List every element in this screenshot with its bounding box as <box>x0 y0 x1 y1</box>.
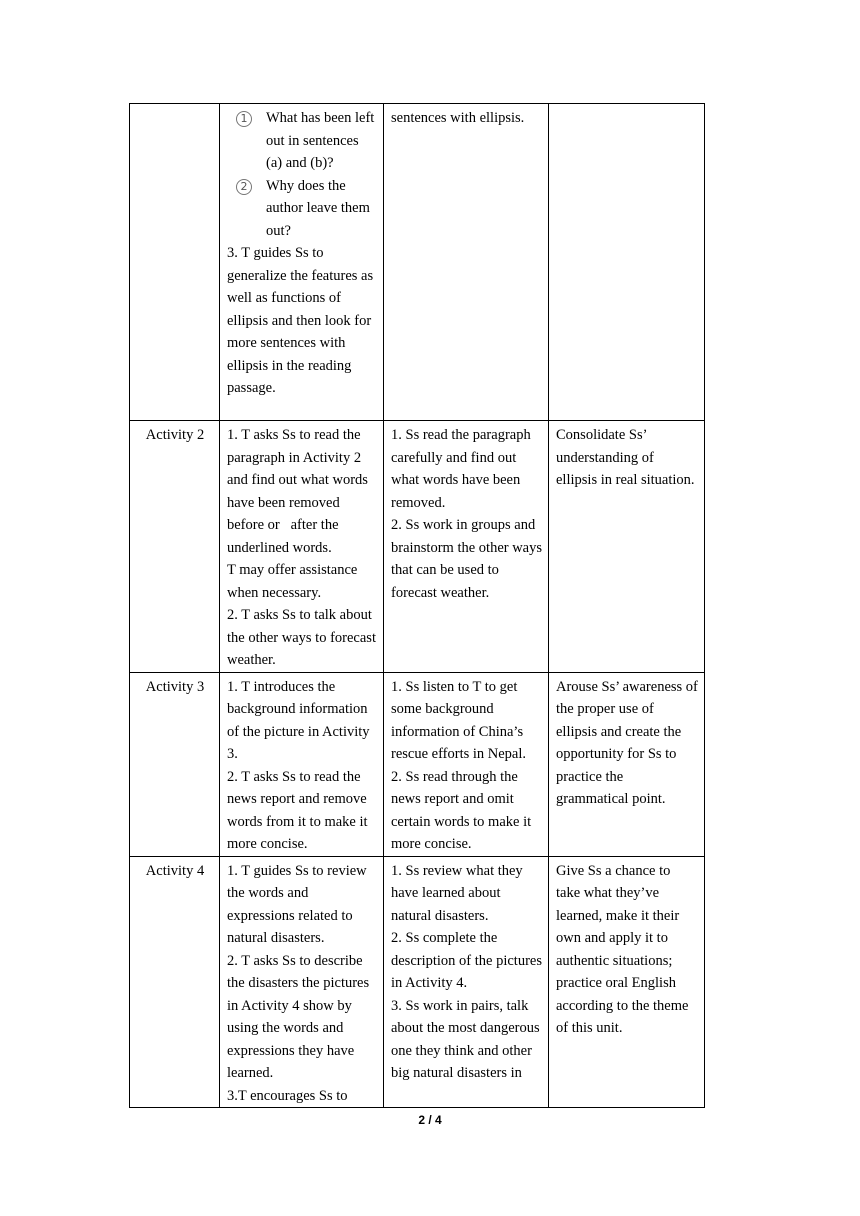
teacher-step: 3. T guides Ss to generalize the features as well as functions of ellipsis and then look for more sentences with ellipsis in the reading passage. <box>227 245 374 396</box>
activity-cell: Activity 3 <box>130 672 220 856</box>
teacher-activity-cell <box>220 421 384 673</box>
purpose-cell: Give Ss a chance to take what they’ve learned, make it their own and apply it to authentic situations; practice oral English according to the theme of this unit. <box>549 856 705 1108</box>
teacher-activity-cell <box>220 672 384 856</box>
activity-cell: Activity 2 <box>130 421 220 673</box>
question-text: What has been left out in sentences (a) and (b)? <box>266 110 375 171</box>
teacher-activity-cell <box>220 104 384 421</box>
circled-number-1: 1 <box>236 111 252 127</box>
table-row <box>130 104 705 421</box>
student-step: 2. Ss work in groups and brainstorm the other ways that can be used to forecast weather. <box>391 517 543 601</box>
activity-cell <box>130 104 220 421</box>
table-row <box>130 856 705 1108</box>
teacher-step: 3.T encourages Ss to <box>227 1087 348 1104</box>
teacher-step: 1. T asks Ss to read the paragraph in Activity 2 and find out what words have been removed before or after the underlined words. <box>227 427 368 556</box>
numbered-item <box>227 175 377 243</box>
student-step: sentences with ellipsis. <box>391 110 525 126</box>
teacher-step: 1. T guides Ss to review the words and expressions related to natural disasters. <box>227 862 367 946</box>
question-text: Why does the author leave them out? <box>266 177 370 239</box>
table-row <box>130 421 705 673</box>
student-step: 1. Ss review what they have learned about natural disasters. <box>391 862 523 924</box>
purpose-cell: Consolidate Ss’ understanding of ellipsis in real situation. <box>549 421 705 673</box>
student-activity-cell <box>384 421 549 673</box>
student-step: 1. Ss read the paragraph carefully and find out what words have been removed. <box>391 427 531 511</box>
student-activity-cell <box>384 856 549 1108</box>
table-row <box>130 672 705 856</box>
purpose-cell <box>549 104 705 421</box>
teacher-step: 2. T asks Ss to describe the disasters the pictures in Activity 4 show by using the words and expressions they have learned. <box>227 952 370 1081</box>
teacher-step: T may offer assistance when necessary. <box>227 562 358 601</box>
teacher-activity-cell <box>220 856 384 1108</box>
student-step: 1. Ss listen to T to get some background information of China’s rescue efforts in Nepal. <box>391 678 527 762</box>
numbered-item <box>227 107 377 175</box>
student-step: 2. Ss complete the description of the pictures in Activity 4. <box>391 930 542 991</box>
circled-number-2: 2 <box>236 179 252 195</box>
purpose-cell: Arouse Ss’ awareness of the proper use of ellipsis and create the opportunity for Ss to practice the grammatical point. <box>549 672 705 856</box>
lesson-plan-table <box>129 103 705 1108</box>
activity-cell: Activity 4 <box>130 856 220 1108</box>
student-step: 2. Ss read through the news report and omit certain words to make it more concise. <box>391 768 532 852</box>
page-number: 2 / 4 <box>418 1113 442 1127</box>
student-activity-cell <box>384 672 549 856</box>
teacher-step: 2. T asks Ss to read the news report and remove words from it to make it more concise. <box>227 768 368 852</box>
student-activity-cell <box>384 104 549 421</box>
teacher-step: 1. T introduces the background information of the picture in Activity 3. <box>227 678 370 762</box>
student-step: 3. Ss work in pairs, talk about the most dangerous one they think and other big natural disasters in <box>391 997 540 1081</box>
teacher-step: 2. T asks Ss to talk about the other ways to forecast weather. <box>227 607 376 668</box>
